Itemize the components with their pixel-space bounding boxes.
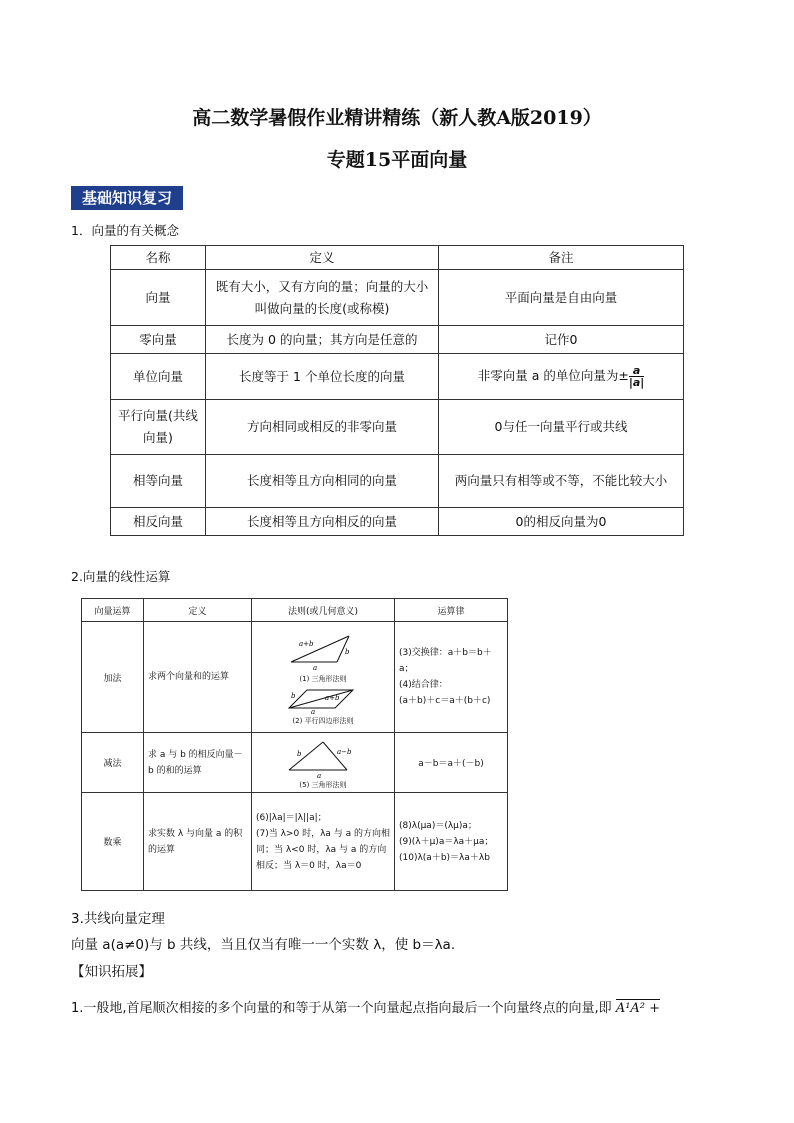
table-row: [111, 354, 684, 400]
table-row: [111, 455, 684, 508]
table1-cell: 长度等于 1 个单位长度的向量: [206, 354, 439, 400]
op-name: 加法: [82, 622, 144, 733]
op-rule: [252, 733, 395, 793]
section1-heading: 1．向量的有关概念: [71, 223, 179, 238]
table-row: [111, 326, 684, 354]
table1-header-name: 名称: [111, 246, 206, 270]
vector-arrow-expression: A¹A² +: [615, 1001, 661, 1016]
fig-label: b: [297, 749, 302, 758]
document-title: 高二数学暑假作业精讲精练（新人教A版2019）: [192, 107, 602, 129]
table-row: [82, 733, 508, 793]
table2-header: 运算律: [395, 599, 508, 622]
fig-label: a: [317, 771, 322, 778]
table1-cell: 长度相等且方向相反的向量: [206, 508, 439, 536]
section3-heading: 3.共线向量定理: [71, 911, 165, 927]
vector-concepts-table: [110, 245, 684, 536]
table2-header: 定义: [144, 599, 252, 622]
op-rule: [252, 622, 395, 733]
section-badge: 基础知识复习: [71, 186, 183, 210]
table1-cell: 0与任一向量平行或共线: [439, 400, 684, 455]
collinear-theorem: 向量 a(a≠0)与 b 共线，当且仅当有唯一一个实数 λ，使 b＝λa.: [71, 937, 456, 953]
extension-item-1: 1.一般地,首尾顺次相接的多个向量的和等于从第一个向量起点指向最后一个向量终点的向量,即 A¹A² +: [71, 1001, 661, 1016]
table-row: [82, 793, 508, 891]
op-name: 数乘: [82, 793, 144, 891]
triangle-rule-figure: [283, 628, 363, 672]
table2-header: 向量运算: [82, 599, 144, 622]
fig-label: a+b: [299, 640, 314, 648]
unit-vector-fraction: $\frac{a}{|a|}$: [628, 364, 645, 389]
rule-caption: (1) 三角形法则: [299, 675, 347, 683]
parallelogram-rule-figure: [283, 684, 363, 714]
table1-cell: 0的相反向量为0: [439, 508, 684, 536]
table1-cell: 方向相同或相反的非零向量: [206, 400, 439, 455]
fig-label: b: [291, 692, 296, 700]
op-def: 求实数 λ 与向量 a 的积的运算: [144, 793, 252, 891]
section2-heading: 2.向量的线性运算: [71, 569, 171, 584]
table1-cell: 既有大小，又有方向的量；向量的大小叫做向量的长度(或称模): [206, 270, 439, 326]
table-row: [111, 508, 684, 536]
op-def: 求两个向量和的运算: [144, 622, 252, 733]
unit-vector-note: 非零向量 a 的单位向量为±: [477, 368, 629, 383]
table1-cell: 平面向量是自由向量: [439, 270, 684, 326]
table1-header-note: 备注: [439, 246, 684, 270]
op-law: (8)λ(μa)＝(λμ)a； (9)(λ＋μ)a＝λa＋μa； (10)λ(a＋b)＝λa＋λb: [395, 793, 508, 891]
op-name: 减法: [82, 733, 144, 793]
table-row: [82, 622, 508, 733]
rule-caption: (2) 平行四边形法则: [292, 717, 354, 725]
table1-cell: 向量: [111, 270, 206, 326]
document-subtitle: 专题15平面向量: [326, 149, 468, 171]
table1-cell: 长度相等且方向相同的向量: [206, 455, 439, 508]
op-def: 求 a 与 b 的相反向量－b 的和的运算: [144, 733, 252, 793]
table1-header-def: 定义: [206, 246, 439, 270]
table2-header: 法则(或几何意义): [252, 599, 395, 622]
op-law: a－b＝a＋(－b): [395, 733, 508, 793]
subtraction-triangle-figure: [283, 736, 363, 778]
table1-cell: [439, 354, 684, 400]
table1-cell: 长度为 0 的向量；其方向是任意的: [206, 326, 439, 354]
table1-cell: 相等向量: [111, 455, 206, 508]
rule-caption: (5) 三角形法则: [299, 780, 347, 789]
fig-label: a: [311, 708, 316, 714]
table1-cell: 两向量只有相等或不等，不能比较大小: [439, 455, 684, 508]
table1-cell: 单位向量: [111, 354, 206, 400]
fig-label: a: [313, 664, 318, 672]
fig-label: b: [345, 648, 350, 656]
table1-cell: 记作0: [439, 326, 684, 354]
table-row: [111, 400, 684, 455]
fig-label: a−b: [337, 747, 352, 756]
table1-cell: 相反向量: [111, 508, 206, 536]
op-rule: (6)|λa|＝|λ||a|； (7)当 λ>0 时，λa 与 a 的方向相同；当 λ<0 时，λa 与 a 的方向相反；当 λ＝0 时，λa＝0: [252, 793, 395, 891]
table1-cell: 零向量: [111, 326, 206, 354]
linear-operations-table: [81, 598, 508, 891]
extension-heading: 【知识拓展】: [71, 964, 152, 980]
fig-label: a+b: [325, 694, 340, 702]
table-row: [111, 270, 684, 326]
op-law: (3)交换律：a＋b＝b＋a； (4)结合律： (a＋b)＋c＝a＋(b＋c): [395, 622, 508, 733]
table1-cell: 平行向量(共线向量): [111, 400, 206, 455]
